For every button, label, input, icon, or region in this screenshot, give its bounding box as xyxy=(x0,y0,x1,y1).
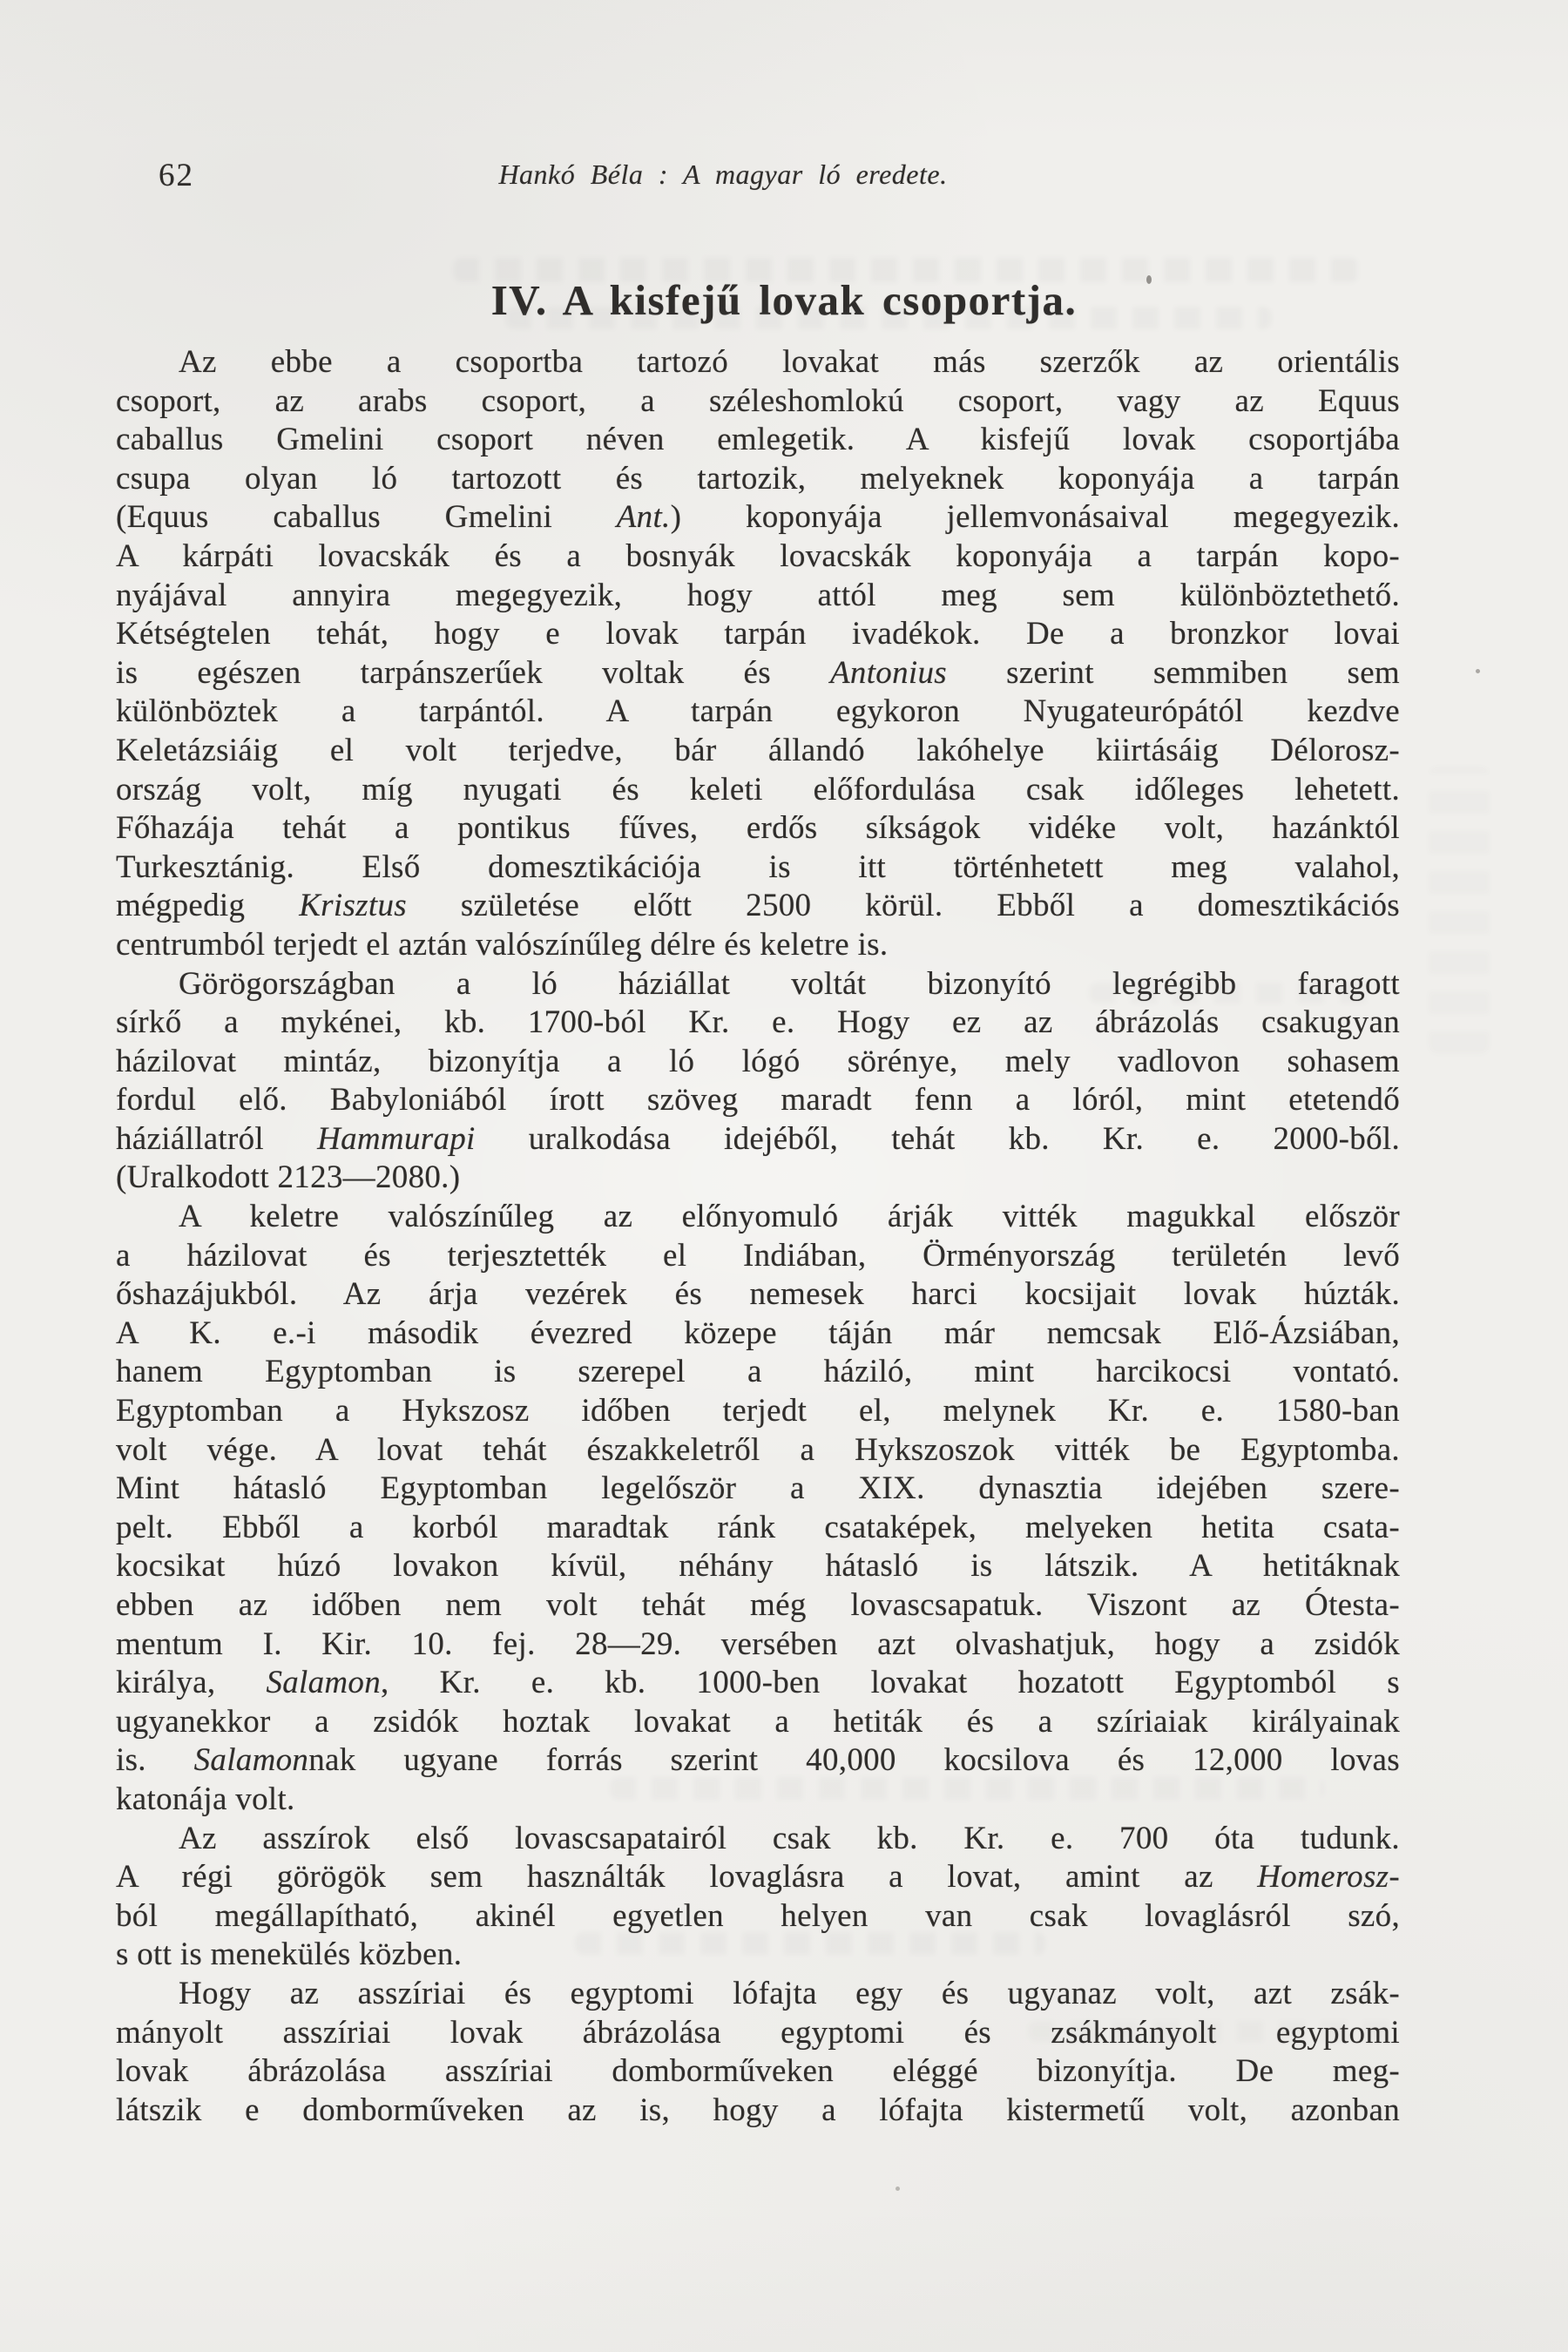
italic-text-segment: Homerosz- xyxy=(1257,1859,1400,1896)
text-line xyxy=(116,1392,1400,1431)
text-line xyxy=(116,2014,1400,2053)
text-line xyxy=(116,498,1400,537)
text-segment: szerint semmiben sem xyxy=(946,654,1400,691)
text-segment: ból megállapítható, akinél egyetlen helyen van csak lovaglásról szó, xyxy=(116,1897,1400,1934)
text-line xyxy=(116,1741,1400,1781)
text-segment: lovak ábrázolása asszíriai domborműveken eléggé bizonyítja. De meg- xyxy=(116,2053,1400,2090)
text-line xyxy=(116,1858,1400,1897)
ink-speck xyxy=(896,2186,900,2191)
text-segment: nyájával annyira megegyezik, hogy attól meg sem különböztethető. xyxy=(116,577,1400,613)
italic-text-segment: Salamon xyxy=(266,1665,382,1701)
text-line xyxy=(116,848,1400,888)
text-segment: mégpedig xyxy=(116,888,300,924)
paragraph xyxy=(116,343,1400,965)
text-line xyxy=(116,1547,1400,1586)
text-segment: mányolt asszíriai lovak ábrázolása egyptomi és zsákmányolt egyptomi xyxy=(116,2014,1400,2051)
text-line xyxy=(116,1509,1400,1548)
text-segment: ország volt, míg nyugati és keleti előfordulása csak időleges lehetett. xyxy=(116,771,1400,808)
text-segment: A K. e.-i második évezred közepe táján már nemcsak Elő-Ázsiában, xyxy=(116,1315,1400,1351)
text-segment: különböztek a tarpántól. A tarpán egykoron Nyugateurópától kezdve xyxy=(116,693,1400,730)
text-segment: Kétségtelen tehát, hogy e lovak tarpán ivadékok. De a bronzkor lovai xyxy=(116,616,1400,652)
text-line xyxy=(116,887,1400,926)
text-segment: A keletre valószínűleg az előnyomuló árják vitték magukkal először xyxy=(179,1199,1400,1235)
text-line xyxy=(116,809,1400,848)
text-segment: fordul elő. Babyloniából írott szöveg maradt fenn a lóról, mint etetendő xyxy=(116,1082,1400,1119)
italic-text-segment: Salamon xyxy=(193,1742,309,1779)
text-line xyxy=(116,965,1400,1004)
text-segment: caballus Gmelini csoport néven emlegetik. A kisfejű lovak csoportjába xyxy=(116,422,1400,458)
text-segment: Keletázsiáig el volt terjedve, bár állandó lakóhelye kiirtásáig Délorosz- xyxy=(116,732,1400,768)
text-segment: nak ugyane forrás szerint 40,000 kocsilova és 12,000 lovas xyxy=(308,1742,1400,1779)
text-line xyxy=(116,1470,1400,1509)
text-segment: Főhazája tehát a pontikus fűves, erdős síkságok vidéke volt, hazánktól xyxy=(116,810,1400,847)
text-segment: csupa olyan ló tartozott és tartozik, melyeknek koponyája a tarpán xyxy=(116,460,1400,497)
text-segment: A régi görögök sem használták lovaglásra a lovat, amint az xyxy=(116,1859,1258,1896)
text-line xyxy=(116,343,1400,382)
text-line xyxy=(116,615,1400,654)
text-segment: csoport, az arabs csoport, a széleshomlokú csoport, vagy az Equus xyxy=(116,382,1400,419)
text-segment: Az ebbe a csoportba tartozó lovakat más szerzők az orientális xyxy=(179,344,1400,380)
text-line xyxy=(116,771,1400,810)
paragraph xyxy=(116,965,1400,1199)
text-segment: kocsikat húzó lovakon kívül, néhány hátasló is látszik. A hetitáknak xyxy=(116,1548,1400,1585)
text-line xyxy=(116,1897,1400,1936)
text-line xyxy=(116,1936,1400,1975)
text-line xyxy=(116,2092,1400,2131)
text-segment: ) koponyája jellemvonásaival megegyezik. xyxy=(670,499,1400,536)
text-line xyxy=(116,693,1400,732)
text-segment: , Kr. e. kb. 1000-ben lovakat hozatott Egyptomból s xyxy=(381,1665,1400,1701)
paragraph xyxy=(116,1820,1400,1975)
text-line xyxy=(116,577,1400,616)
text-segment: hanem Egyptomban is szerepel a háziló, mint harcikocsi vontató. xyxy=(116,1354,1400,1390)
paragraph xyxy=(116,1198,1400,1820)
text-line xyxy=(116,926,1400,965)
text-segment: háziállatról xyxy=(116,1120,318,1157)
text-line xyxy=(116,1159,1400,1198)
text-segment: centrumból terjedt el aztán valószínűleg délre és keletre is. xyxy=(116,926,889,963)
text-line xyxy=(116,421,1400,460)
text-line xyxy=(116,1120,1400,1159)
text-line xyxy=(116,1353,1400,1392)
text-line xyxy=(116,732,1400,771)
running-header: Hankó Béla : A magyar ló eredete. xyxy=(498,159,948,190)
text-line xyxy=(116,1703,1400,1742)
text-segment: ugyanekkor a zsidók hoztak lovakat a hetiták és a szíriaiak királyainak xyxy=(116,1703,1400,1740)
text-segment: látszik e domborműveken az is, hogy a lófajta kistermetű volt, azonban xyxy=(116,2092,1400,2128)
text-segment: őshazájukból. Az árja vezérek és nemesek harci kocsijait lovak húzták. xyxy=(116,1276,1400,1313)
text-line xyxy=(116,1081,1400,1120)
text-segment: a házilovat és terjesztették el Indiában, Örményország területén levő xyxy=(116,1237,1400,1274)
text-segment: Hogy az asszíriai és egyptomi lófajta egy és ugyanaz volt, azt zsák- xyxy=(179,1975,1400,2011)
text-segment: volt vége. A lovat tehát északkeletről a Hykszoszok vitték be Egyptomba. xyxy=(116,1431,1400,1468)
text-segment: ebben az időben nem volt tehát még lovascsapatuk. Viszont az Ótesta- xyxy=(116,1587,1400,1623)
text-line xyxy=(116,1820,1400,1859)
text-segment: is egészen tarpánszerűek voltak és xyxy=(116,654,831,691)
text-segment: mentum I. Kir. 10. fej. 28—29. versében azt olvashatjuk, hogy a zsidók xyxy=(116,1625,1400,1662)
text-segment: Görögországban a ló háziállat voltát bizonyító legrégibb faragott xyxy=(179,965,1400,1002)
text-line xyxy=(116,1275,1400,1315)
text-line xyxy=(116,1004,1400,1043)
italic-text-segment: Krisztus xyxy=(299,888,407,924)
italic-text-segment: Antonius xyxy=(830,654,947,691)
text-segment: Turkesztánig. Első domesztikációja is itt történhetett meg valahol, xyxy=(116,848,1400,885)
text-segment: Az asszírok első lovascsapatairól csak kb. Kr. e. 700 óta tudunk. xyxy=(179,1820,1400,1856)
text-segment: házilovat mintáz, bizonyítja a ló lógó sörénye, mely vadlovon sohasem xyxy=(116,1043,1400,1079)
text-segment: pelt. Ebből a korból maradtak ránk csataképek, melyeken hetita csata- xyxy=(116,1509,1400,1545)
text-segment: A kárpáti lovacskák és a bosnyák lovacskák koponyája a tarpán kopo- xyxy=(116,537,1400,574)
text-line xyxy=(116,1198,1400,1237)
text-line xyxy=(116,1586,1400,1625)
page-number: 62 xyxy=(159,158,194,193)
text-line xyxy=(116,2052,1400,2092)
italic-text-segment: Ant. xyxy=(616,499,671,536)
text-line xyxy=(116,654,1400,693)
text-segment: katonája volt. xyxy=(116,1781,295,1817)
text-line xyxy=(116,1975,1400,2014)
bleed-through-artifact xyxy=(1429,767,1490,1054)
text-line xyxy=(116,537,1400,577)
body-text xyxy=(116,343,1400,2130)
text-segment: (Equus caballus Gmelini xyxy=(116,499,617,536)
text-segment: születése előtt 2500 körül. Ebből a domesztikációs xyxy=(406,888,1400,924)
paragraph xyxy=(116,1975,1400,2130)
text-line xyxy=(116,382,1400,422)
text-line xyxy=(116,1664,1400,1703)
text-line xyxy=(116,1431,1400,1470)
italic-text-segment: Hammurapi xyxy=(317,1120,476,1157)
text-line xyxy=(116,460,1400,499)
text-segment: s ott is menekülés közben. xyxy=(116,1936,463,1973)
text-line xyxy=(116,1315,1400,1354)
text-segment: (Uralkodott 2123—2080.) xyxy=(116,1159,461,1196)
text-segment: sírkő a mykénei, kb. 1700-ból Kr. e. Hogy ez az ábrázolás csakugyan xyxy=(116,1004,1400,1041)
text-line xyxy=(116,1781,1400,1820)
text-segment: is. xyxy=(116,1742,194,1779)
text-line xyxy=(116,1237,1400,1276)
chapter-title: IV. A kisfejű lovak csoportja. xyxy=(490,276,1078,324)
ink-speck xyxy=(1476,669,1480,673)
text-segment: Mint hátasló Egyptomban legelőször a XIX. dynasztia idejében szere- xyxy=(116,1470,1400,1507)
text-segment: királya, xyxy=(116,1665,267,1701)
text-segment: Egyptomban a Hykszosz időben terjedt el, melynek Kr. e. 1580-ban xyxy=(116,1393,1400,1429)
text-segment: uralkodása idejéből, tehát kb. Kr. e. 2000-ből. xyxy=(475,1120,1400,1157)
text-line xyxy=(116,1625,1400,1665)
text-line xyxy=(116,1043,1400,1082)
